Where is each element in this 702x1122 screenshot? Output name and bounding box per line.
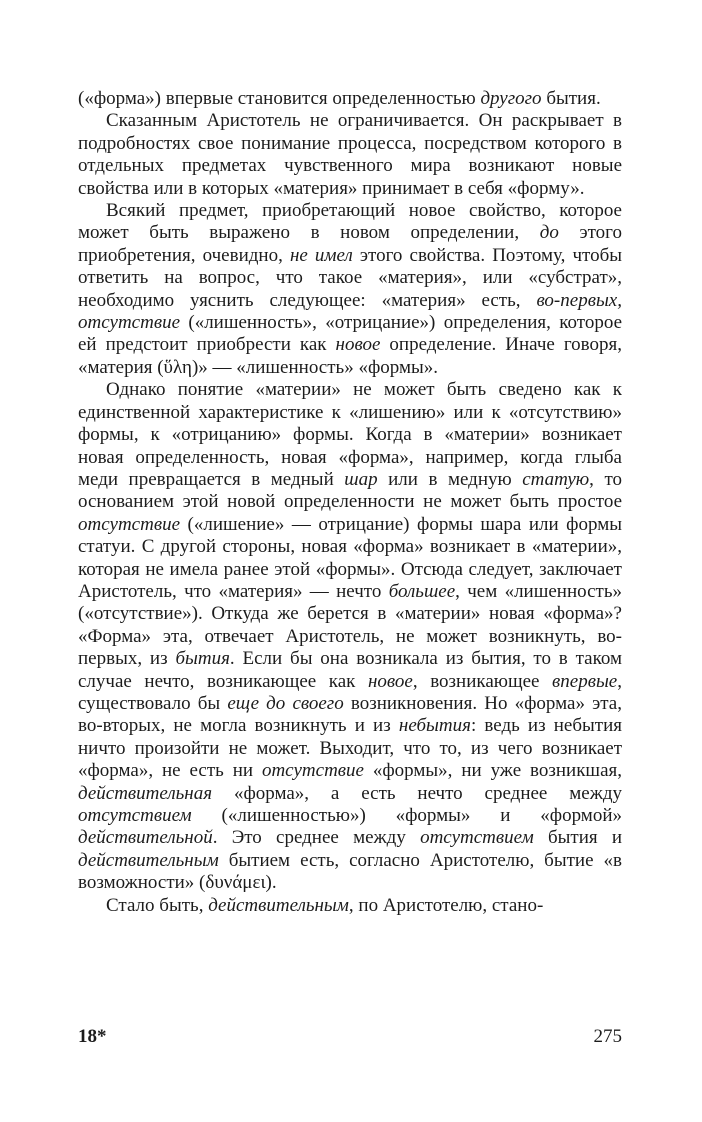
italic-emphasis: впервые [552, 670, 618, 692]
text-run: «формы», ни уже возникшая, [363, 760, 622, 782]
paragraph [78, 110, 622, 200]
text-run: , возникающее [412, 670, 553, 692]
text-run: , по Аристотелю, стано- [348, 894, 544, 916]
italic-emphasis: действительной [78, 827, 213, 849]
text-run: , чем «лишенность» («отсутствие»). Откуда же берется в «материи» новая «форма»? «Форма» эта, отвечает Аристотель, не может возникнуть, во-первых, из [78, 580, 622, 670]
text-run: , то основанием этой новой определенности не может быть простое [78, 468, 622, 513]
italic-emphasis: бытия [175, 648, 230, 670]
text-run: этого приобретения, очевидно, [78, 222, 622, 266]
text-run: Сказанным Аристотель не ограничивается. Он раскрывает в подробностях свое понимание процесса, посредством которого в отдельных предметах чувственного мира возникают новые свойства или в которых «материя» принимает в себя «форму». [78, 110, 622, 199]
italic-emphasis: отсутствие [78, 513, 181, 535]
italic-emphasis: еще до своего [227, 692, 344, 714]
italic-emphasis: отсутствием [420, 827, 534, 849]
italic-emphasis: действительная [78, 782, 213, 804]
text-run: бытием есть, согласно Аристотелю, бытие «в возможности» (δυνάμει). [78, 849, 622, 894]
text-run: возникновения. Но «форма» эта, во-вторых, не могла возникнуть и из [78, 692, 622, 737]
italic-emphasis: до [539, 222, 559, 244]
text-run: («лишенность», «отрицание») определения, которое ей предстоит приобрести как [78, 312, 622, 356]
italic-emphasis: во-первых, отсутствие [78, 289, 622, 334]
italic-emphasis: отсутствие [261, 760, 364, 782]
paragraph [78, 200, 622, 379]
text-run: или в медную [377, 468, 523, 490]
text-run: этого свойства. Поэтому, чтобы ответить на вопрос, что такое «материя», или «субстрат», необходимо уяснить следующее: «материя» есть, [78, 244, 623, 311]
text-run: Всякий предмет, приобретающий новое свойство, которое может быть выражено в новом определении, [78, 200, 622, 244]
page-number: 275 [593, 1026, 622, 1047]
text-run: («лишение» — отрицание) формы шара или формы статуи. С другой стороны, новая «форма» возникает в «материи», которая не имела ранее этой «формы». Отсюда следует, заключает Аристотель, что «материя» — нечто [78, 513, 622, 602]
printer-signature: 18* [78, 1026, 107, 1047]
italic-emphasis: шар [344, 468, 378, 490]
text-run: определение. Иначе говоря, «материя (ὕλη)» — «лишенность» «формы». [78, 334, 622, 378]
italic-emphasis: статую [522, 468, 590, 490]
text-run: («форма») впервые становится определенностью [78, 88, 481, 109]
italic-emphasis: большее [388, 580, 456, 602]
text-run: : ведь из небытия ничто произойти не может. Выходит, что то, из чего возникает «форма», не есть ни [78, 715, 622, 782]
page-footer [78, 1026, 622, 1050]
italic-emphasis: небытия [398, 715, 471, 737]
text-run: Стало быть, [106, 894, 209, 916]
italic-emphasis: новое [368, 670, 413, 692]
paragraph [78, 88, 622, 110]
text-run: «форма», а есть нечто среднее между [212, 782, 622, 804]
paragraph [78, 379, 622, 894]
italic-emphasis: другого [480, 88, 542, 109]
text-run: («лишенностью») «формы» и «формой» [191, 805, 622, 826]
text-run: Однако понятие «материи» не может быть сведено как к единственной характеристике к «лишению» или к «отсутствию» формы, к «отрицанию» формы. Когда в «материи» возникает новая определенность, новая «форма», например, когда глыба меди превращается в медный [78, 379, 622, 490]
italic-emphasis: действительным [78, 849, 219, 871]
italic-emphasis: отсутствием [78, 805, 192, 826]
text-run: . Это среднее между [212, 827, 421, 849]
page-body [78, 88, 622, 917]
text-run: , существовало бы [78, 670, 622, 714]
text-run: бытия. [541, 88, 601, 109]
italic-emphasis: действительным [208, 894, 349, 916]
italic-emphasis: не имел [289, 244, 353, 266]
text-run: . Если бы она возникала из бытия, то в таком случае нечто, возникающее как [78, 648, 622, 692]
italic-emphasis: новое [335, 334, 381, 356]
text-run: бытия и [533, 827, 623, 849]
paragraph [78, 895, 622, 917]
